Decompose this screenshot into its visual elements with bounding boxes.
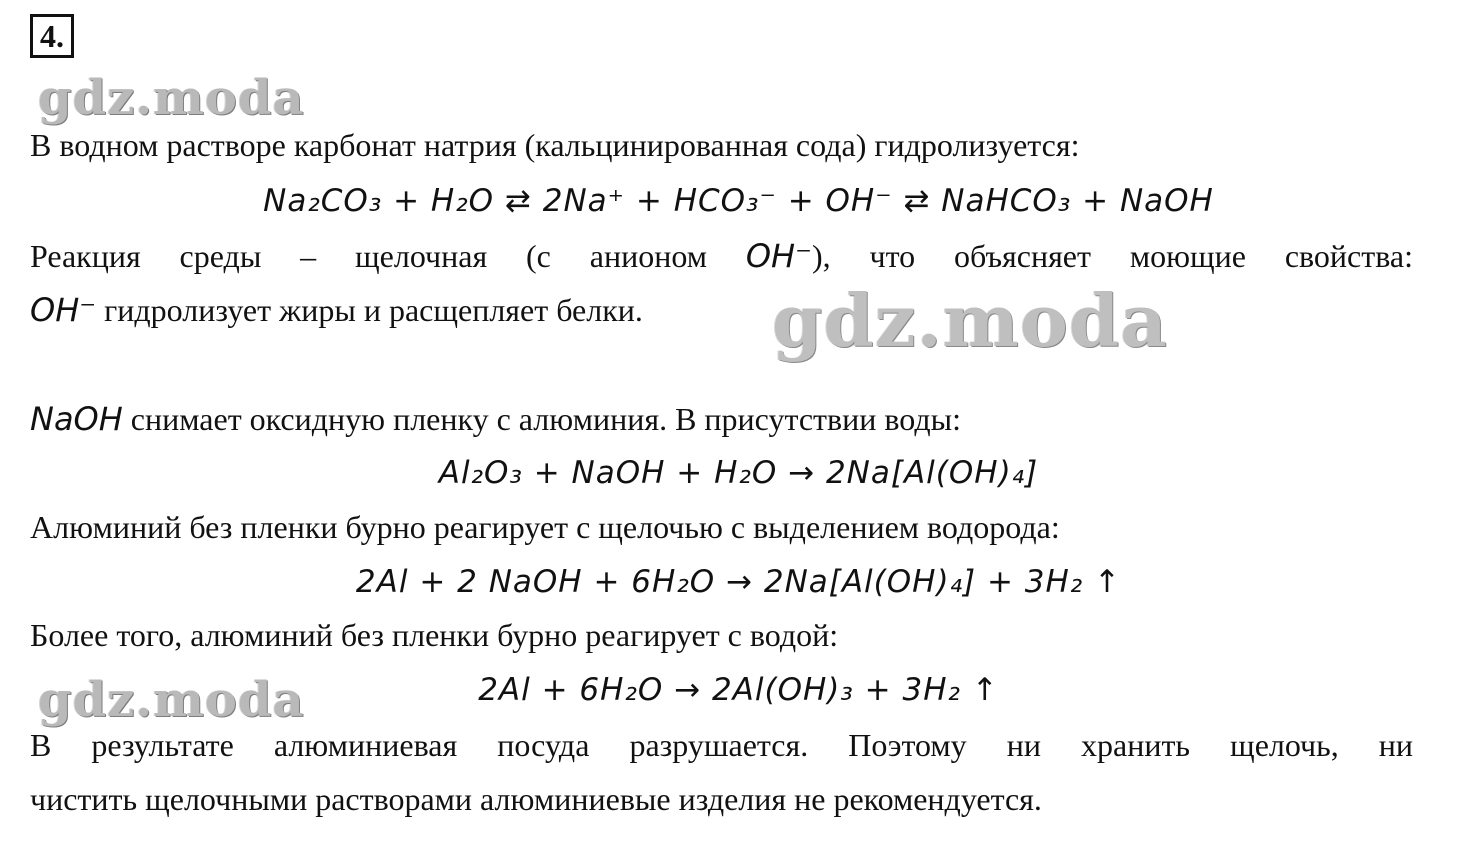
task-number: 4. [30, 14, 74, 58]
text-line-6: Более того, алюминий без пленки бурно реагирует с водой: [30, 617, 839, 653]
text-line-5: Алюминий без пленки бурно реагирует с щелочью с выделением водорода: [30, 509, 1060, 545]
equation-3: 2Al + 2 NaOH + 6H₂O → 2Na[Al(OH)₄] + 3H₂ ↑ [355, 564, 1122, 600]
equation-1: Na₂CO₃ + H₂O ⇄ 2Na⁺ + HCO₃⁻ + OH⁻ ⇄ NaHCO₃ + NaOH [263, 183, 1214, 219]
text-line-2-start: Реакция среды – щелочная (с анионом [30, 238, 707, 274]
text-line-4 [30, 399, 961, 439]
text-line-4-rest: снимает оксидную пленку с алюминия. В присутствии воды: [122, 401, 961, 437]
watermark-logo: gdz.moda [772, 278, 1168, 363]
text-line-2 [30, 236, 1413, 276]
equation-4: 2Al + 6H₂O → 2Al(OH)₃ + 3H₂ ↑ [478, 672, 999, 708]
hydroxide-ion: OH⁻ [30, 291, 97, 329]
text-line-7: В результате алюминиевая посуда разрушается. Поэтому ни хранить щелочь, ни [30, 727, 1413, 763]
text-line-2-end: ), что объясняет моющие свойства: [811, 238, 1413, 274]
watermark-logo: gdz.moda [38, 70, 305, 126]
text-line-8: чистить щелочными растворами алюминиевые изделия не рекомендуется. [30, 781, 1042, 817]
text-line-3 [30, 290, 643, 330]
watermark-logo: gdz.moda [38, 672, 305, 728]
text-line-1: В водном растворе карбонат натрия (кальцинированная сода) гидролизуется: [30, 127, 1080, 163]
text-line-3-rest: гидролизует жиры и расщепляет белки. [96, 292, 643, 328]
hydroxide-ion: OH⁻ [745, 237, 812, 275]
naoh-formula: NaOH [30, 400, 123, 438]
equation-2: Al₂O₃ + NaOH + H₂O → 2Na[Al(OH)₄] [438, 455, 1039, 491]
